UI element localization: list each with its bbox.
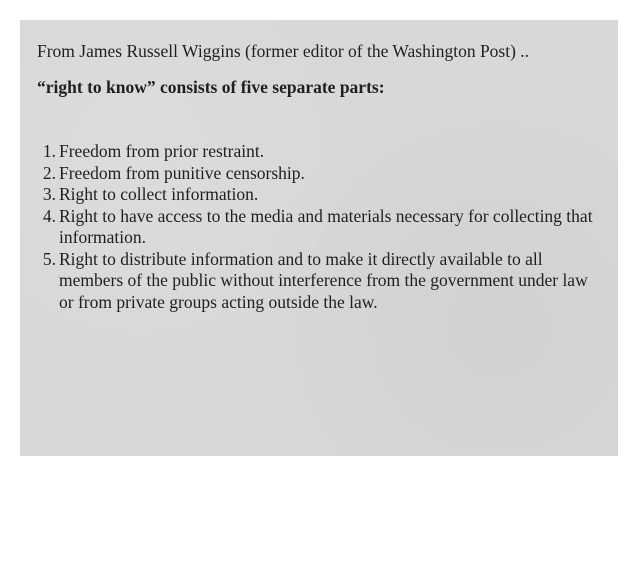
list-item-number: 4. <box>42 205 56 226</box>
list-item-number: 2. <box>42 162 56 183</box>
list-item-number: 1. <box>42 141 56 161</box>
list-item-text: Right to have access to the media and materials necessary for collecting that information. <box>59 205 593 247</box>
list-item <box>35 206 595 249</box>
list-item-number: 3. <box>42 184 56 204</box>
list-item <box>35 163 595 185</box>
list-item-text: Right to collect information. <box>59 184 259 204</box>
rights-list <box>35 141 595 313</box>
list-item-text: Freedom from punitive censorship. <box>59 162 305 183</box>
list-item-number: 5. <box>42 248 56 269</box>
slide-heading: “right to know” consists of five separate parts: <box>37 77 385 97</box>
list-item <box>35 141 595 163</box>
list-item <box>35 249 595 314</box>
list-item-text: Freedom from prior restraint. <box>59 141 265 161</box>
list-item <box>35 184 595 206</box>
intro-text: From James Russell Wiggins (former editor of the Washington Post) .. <box>37 41 530 61</box>
list-item-text: Right to distribute information and to make it directly available to all members of the public without interference from the government under law or from private groups acting outside the law. <box>59 248 588 312</box>
